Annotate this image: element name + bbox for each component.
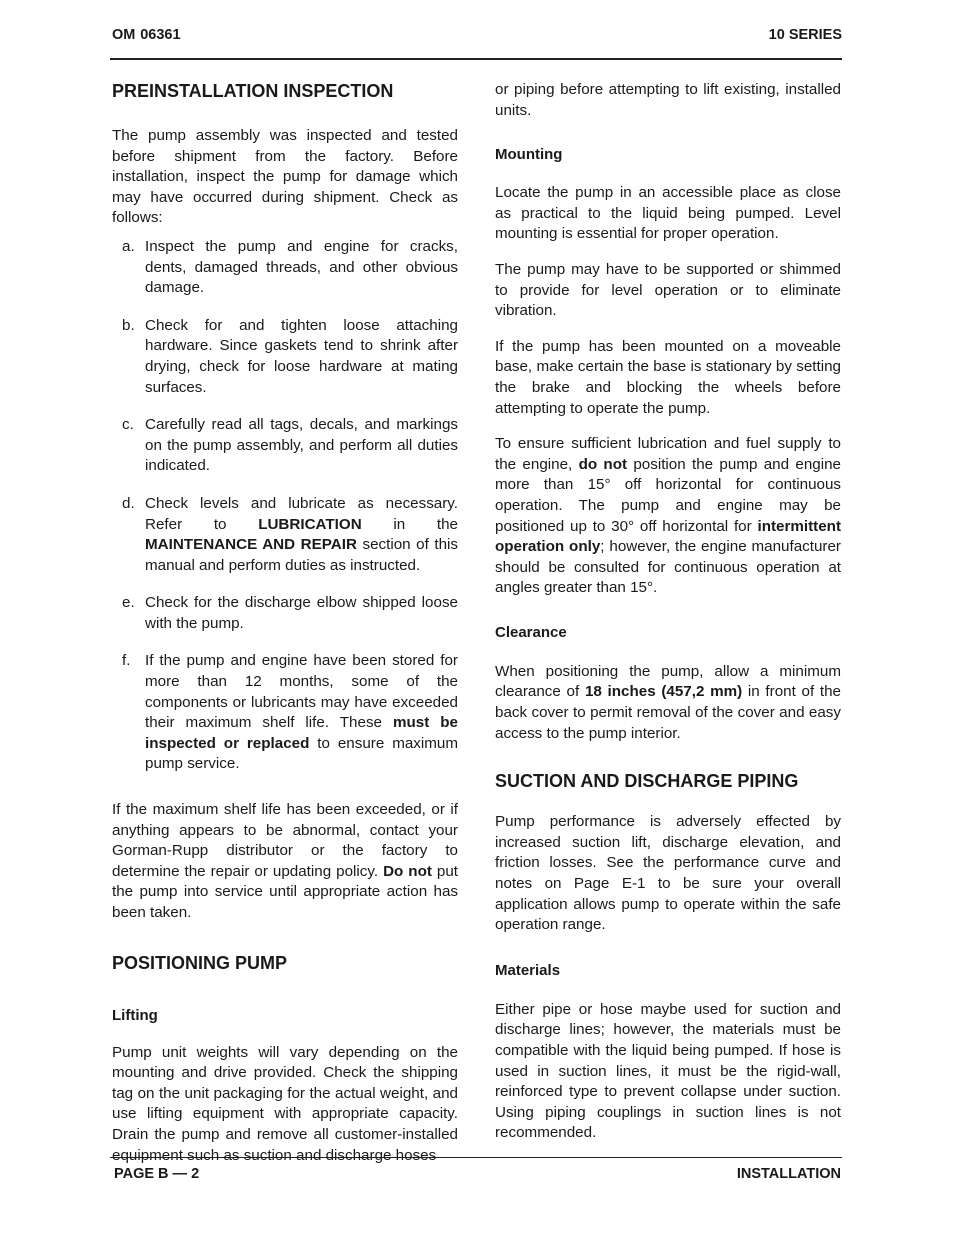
page-number: PAGE B — 2 — [114, 1166, 200, 1182]
list-item — [112, 593, 458, 634]
materials-heading: Materials — [495, 961, 561, 979]
list-item — [112, 237, 458, 299]
list-item-text: Carefully read all tags, decals, and markings on the pump assembly, and perform all duties indicated. — [145, 416, 458, 475]
mounting-paragraph-4: To ensure sufficient lubrication and fuel supply to the engine, do not position the pump and engine more than 15° off horizontal for continuous operation. The pump and engine may be positioned up to 30° off horizontal for intermittent operation only; however, the engine manufacturer should be consulted for continuous operation at angles greater than 15°. — [495, 435, 841, 597]
list-item-text: Check levels and lubricate as necessary. Refer to LUBRICATION in the MAINTENANCE AND REPAIR section of this manual and perform duties as instructed. — [145, 494, 458, 574]
lifting-continued: or piping before attempting to lift existing, installed units. — [495, 81, 841, 119]
preinstallation-heading: PREINSTALLATION INSPECTION — [112, 81, 394, 101]
mounting-heading: Mounting — [495, 146, 563, 164]
list-item — [112, 494, 458, 576]
mounting-paragraph-2: The pump may have to be supported or shimmed to provide for level operation or to eliminate vibration. — [495, 260, 841, 320]
list-letter: b. — [122, 316, 135, 334]
clearance-paragraph: When positioning the pump, allow a minimum clearance of 18 inches (457,2 mm) in front of the back cover to permit removal of the cover and easy access to the pump interior. — [495, 662, 841, 742]
list-item — [112, 316, 458, 398]
preinstallation-intro: The pump assembly was inspected and tested before shipment from the factory. Before installation, inspect the pump for damage which may have occurred during shipment. Check as follows: — [112, 127, 458, 227]
list-item-text: If the pump and engine have been stored for more than 12 months, some of the components or lubricants may have exceeded their maximum shelf life. These must be inspected or replaced to ensure maximum pump service. — [145, 652, 459, 773]
list-letter: a. — [122, 237, 135, 255]
list-letter: d. — [122, 494, 135, 512]
list-letter: f. — [122, 652, 131, 670]
mounting-paragraph-3: If the pump has been mounted on a moveable base, make certain the base is stationary by setting the brake and blocking the wheels before attempting to operate the pump. — [495, 337, 841, 417]
list-item-text: Inspect the pump and engine for cracks, dents, damaged threads, and other obvious damage. — [145, 237, 458, 297]
list-letter: e. — [122, 594, 135, 612]
suction-paragraph: Pump performance is adversely effected by increased suction lift, discharge elevation, and friction losses. See the performance curve and notes on Page E-1 to be sure your overall application allows pump to operate within the safe operation range. — [495, 813, 841, 934]
document-number: OM 06361 — [112, 27, 181, 43]
list-letter: c. — [122, 416, 134, 434]
left-column — [112, 80, 458, 1181]
clearance-heading: Clearance — [495, 623, 567, 641]
list-item-text: Check for the discharge elbow shipped loose with the pump. — [145, 594, 458, 632]
right-column — [495, 80, 841, 1159]
positioning-heading: POSITIONING PUMP — [112, 952, 288, 973]
lifting-heading: Lifting — [112, 1006, 158, 1024]
suction-heading: SUCTION AND DISCHARGE PIPING — [495, 771, 799, 792]
list-item-text: Check for and tighten loose attaching hardware. Since gaskets tend to shrink after drying, check for loose hardware at mating surfaces. — [145, 316, 458, 396]
shelf-life-paragraph: If the maximum shelf life has been exceeded, or if anything appears to be abnormal, contact your Gorman-Rupp distributor or the factory to determine the repair or updating policy. Do not put the pump into service until appropriate action has been taken. — [112, 801, 458, 921]
list-item — [112, 415, 458, 477]
inspection-list — [112, 237, 458, 775]
lifting-paragraph: Pump unit weights will vary depending on the mounting and drive provided. Check the shipping tag on the unit packaging for the actual weight, and use lifting equipment with appropriate capacity. Drain the pump and remove all customer-installed equipment such as suction and discharge hoses — [112, 1043, 458, 1164]
materials-paragraph: Either pipe or hose maybe used for suction and discharge lines; however, the materials must be compatible with the liquid being pumped. If hose is used in suction lines, it must be the rigid-wall, reinforced type to prevent collapse under suction. Using piping couplings in suction lines is not recommended. — [495, 1000, 841, 1142]
header-rule — [110, 58, 842, 60]
footer-rule — [110, 1157, 842, 1158]
list-item — [112, 651, 458, 775]
section-label: INSTALLATION — [736, 1166, 841, 1182]
mounting-paragraph-1: Locate the pump in an accessible place as close as practical to the liquid being pumped. Level mounting is essential for proper operation. — [495, 184, 841, 243]
series-label: 10 SERIES — [768, 27, 842, 43]
